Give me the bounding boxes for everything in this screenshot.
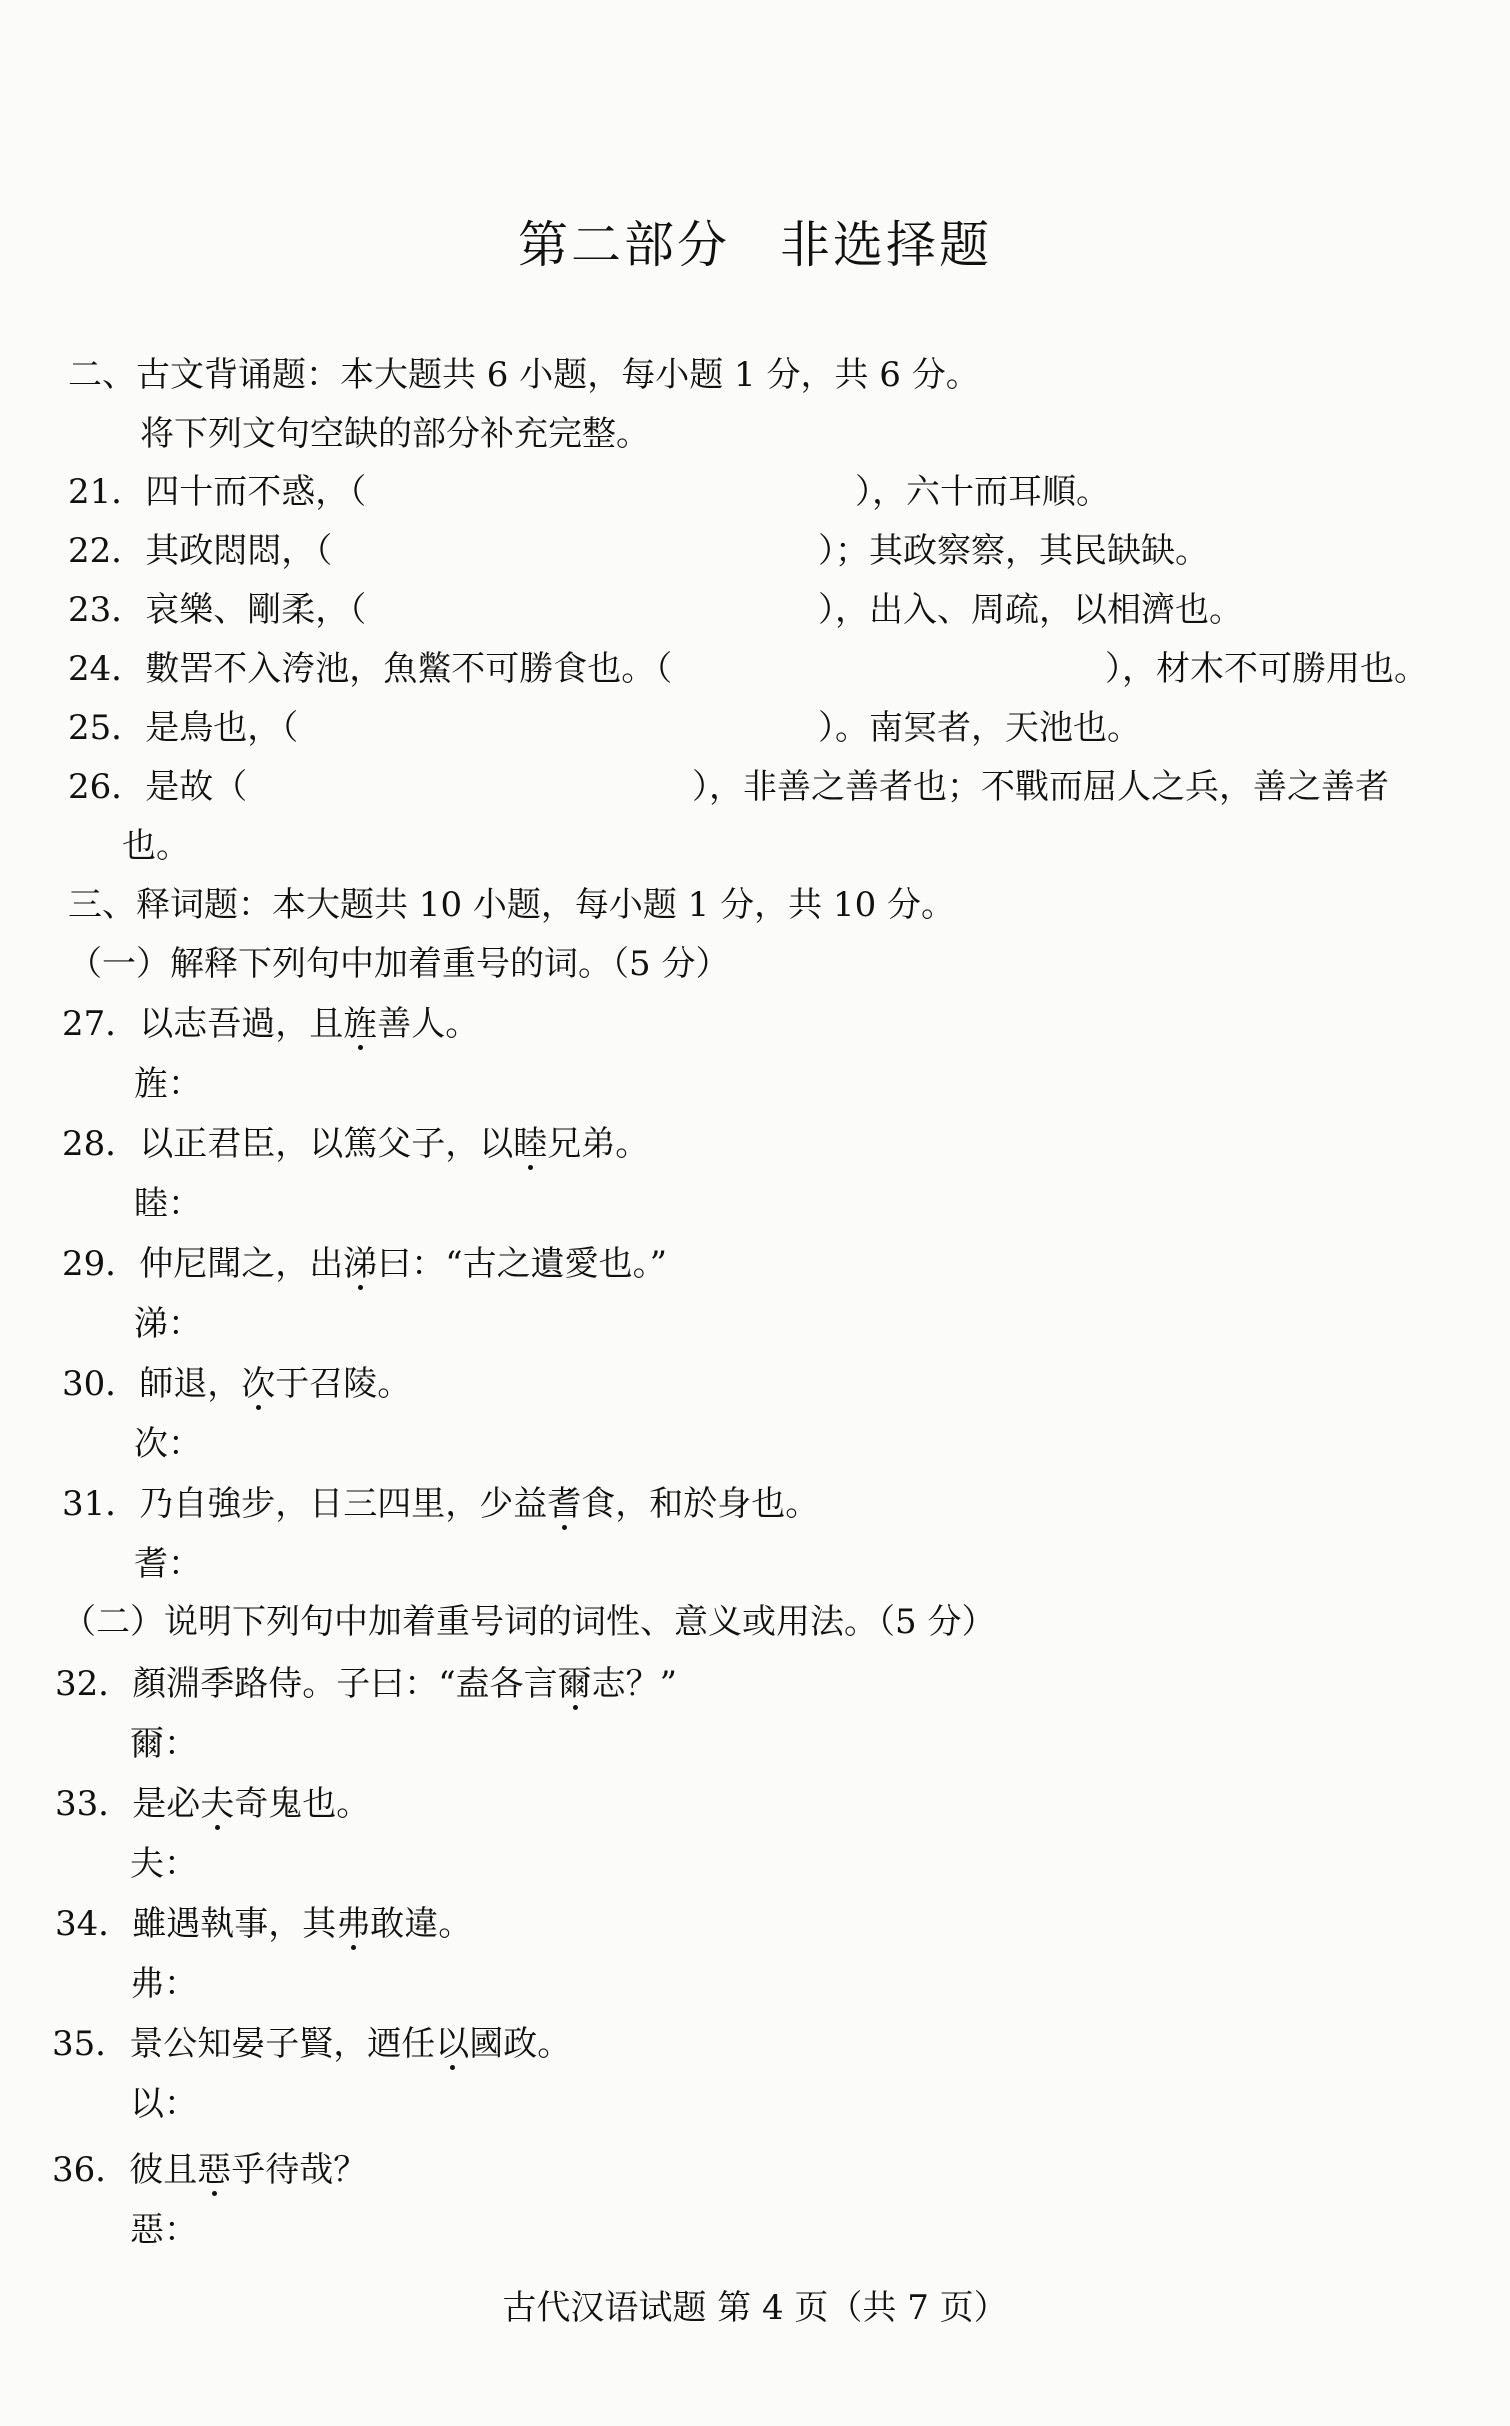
question-28: 28．以正君臣，以篤父子，以睦兄弟。	[62, 1124, 650, 1164]
emphasis-mark: 夫	[200, 1784, 235, 1824]
question-29: 29．仲尼聞之，出涕曰：“古之遺愛也。”	[62, 1244, 668, 1284]
section3-part2: （二）说明下列句中加着重号词的词性、意义或用法。（5 分）	[62, 1602, 996, 1642]
answer-32: 爾：	[130, 1724, 198, 1764]
emphasis-mark: 耆	[547, 1484, 582, 1524]
question-22: 22．其政悶悶，（	[68, 531, 333, 571]
question-26: 26．是故（	[68, 767, 248, 807]
question-27: 27．以志吾過，且旌善人。	[62, 1004, 480, 1044]
answer-31: 耆：	[134, 1544, 202, 1584]
question-35: 35．景公知晏子賢，迺任以國政。	[52, 2024, 572, 2064]
answer-35: 以：	[130, 2084, 198, 2124]
question-34: 34．雖遇執事，其弗敢違。	[55, 1904, 473, 1944]
answer-28: 睦：	[134, 1184, 202, 1224]
question-30: 30．師退，次于召陵。	[62, 1364, 412, 1404]
question-25: 25．是鳥也，（	[68, 708, 299, 748]
question-36: 36．彼且惡乎待哉？	[52, 2150, 368, 2190]
answer-27: 旌：	[134, 1064, 202, 1104]
question-23-tail: ），出入、周疏，以相濟也。	[818, 590, 1243, 630]
question-25-tail: ）。南冥者，天池也。	[818, 708, 1141, 748]
question-32: 32．顏淵季路侍。子曰：“盍各言爾志？”	[55, 1664, 678, 1704]
section3-part1: （一）解释下列句中加着重号的词。（5 分）	[68, 944, 730, 984]
page-title: 第二部分 非选择题	[518, 216, 992, 274]
answer-34: 弗：	[130, 1964, 198, 2004]
question-22-tail: ）；其政察察，其民缺缺。	[818, 531, 1209, 571]
answer-33: 夫：	[130, 1844, 198, 1884]
question-31: 31．乃自強步，日三四里，少益耆食，和於身也。	[62, 1484, 820, 1524]
emphasis-mark: 涕	[343, 1244, 378, 1284]
question-21: 21．四十而不惑，（	[68, 472, 367, 512]
page-footer: 古代汉语试题 第 4 页（共 7 页）	[502, 2288, 1008, 2328]
question-33: 33．是必夫奇鬼也。	[55, 1784, 371, 1824]
emphasis-mark: 弗	[336, 1904, 371, 1944]
question-23: 23．哀樂、剛柔，（	[68, 590, 367, 630]
section2-heading: 二、古文背诵题：本大题共 6 小题，每小题 1 分，共 6 分。	[68, 355, 980, 395]
answer-36: 惡：	[130, 2210, 198, 2250]
question-24-tail: ），材木不可勝用也。	[1105, 649, 1428, 689]
question-26-tail: ），非善之善者也；不戰而屈人之兵，善之善者	[692, 767, 1389, 807]
question-24: 24．數罟不入洿池，魚鱉不可勝食也。（	[68, 649, 673, 689]
emphasis-mark: 旌	[343, 1004, 378, 1044]
emphasis-mark: 睦	[513, 1124, 548, 1164]
question-26-end: 也。	[122, 826, 190, 866]
emphasis-mark: 以	[435, 2024, 470, 2064]
answer-30: 次：	[134, 1424, 202, 1464]
section3-heading: 三、释词题：本大题共 10 小题，每小题 1 分，共 10 分。	[68, 885, 956, 925]
emphasis-mark: 次	[241, 1364, 276, 1404]
answer-29: 涕：	[134, 1304, 202, 1344]
section2-instruction: 将下列文句空缺的部分补充完整。	[140, 414, 650, 454]
emphasis-mark: 惡	[197, 2150, 232, 2190]
question-21-tail: ），六十而耳順。	[855, 472, 1110, 512]
emphasis-mark: 爾	[557, 1664, 592, 1704]
